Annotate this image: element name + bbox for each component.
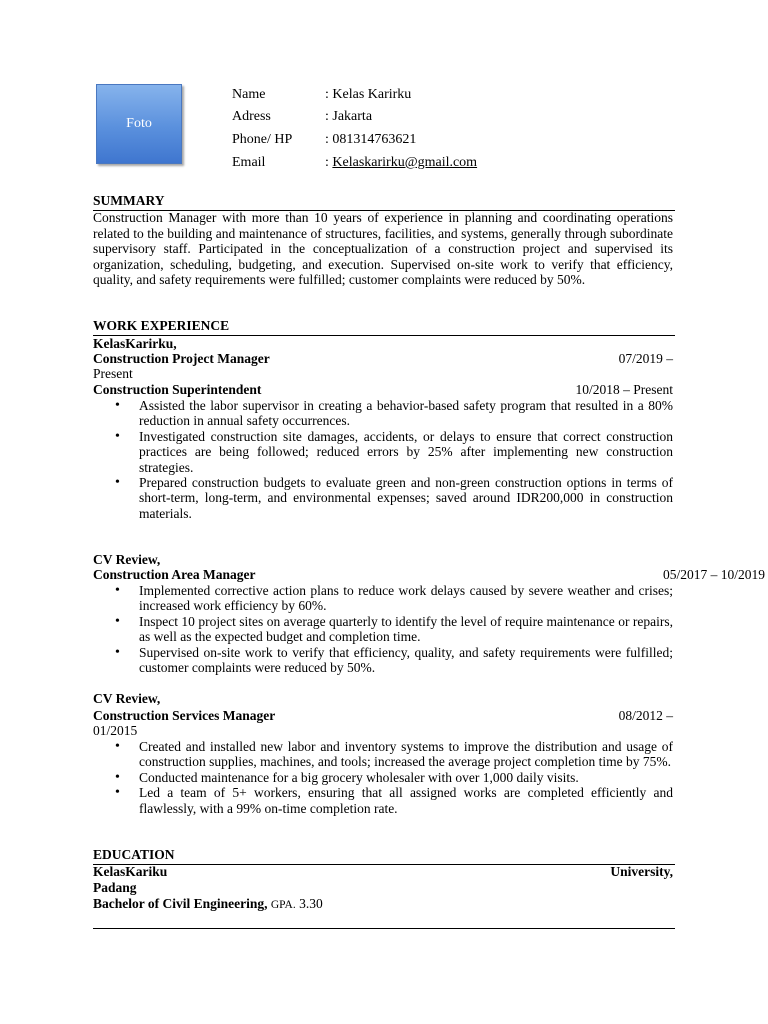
phone-label: Phone/ HP — [232, 132, 293, 147]
job2-date1: 05/2017 – 10/2019 — [663, 567, 766, 582]
education-title: EDUCATION — [93, 847, 175, 862]
job1-role1: Construction Project Manager — [93, 351, 270, 366]
job3-company: CV Review, — [93, 691, 161, 706]
list-item: • Conducted maintenance for a big grocery wholesaler with over 1,000 daily visits. — [93, 770, 673, 785]
summary-text: Construction Manager with more than 10 years of experience in planning and coordinating operations related to the building and maintenance of structures, facilities, and systems, generally through subordinate supervisory staff. Participated in the conceptualization of a construction project and supervised its organization, scheduling, budgeting, and execution. Supervised on-site work to verify that efficiency, quality, and safety requirements were fulfilled; customer complaints were reduced by 50%. — [93, 210, 673, 288]
email-label: Email — [232, 155, 266, 170]
job3-role1: Construction Services Manager — [93, 708, 276, 723]
footer-divider — [93, 928, 675, 929]
job1-bullets — [93, 398, 673, 521]
education-degree: Bachelor of Civil Engineering, — [93, 896, 268, 911]
email-value — [325, 154, 477, 172]
summary-title: SUMMARY — [93, 193, 165, 208]
job2-role1: Construction Area Manager — [93, 567, 256, 582]
education-school: KelasKariku — [93, 864, 168, 879]
education-city: Padang — [93, 880, 137, 895]
job1-role1-row — [93, 351, 673, 367]
list-item: • Implemented corrective action plans to reduce work delays caused by severe weather and crises; increased work efficiency by 60%. — [93, 583, 673, 614]
job1-company: KelasKarirku, — [93, 336, 177, 351]
list-item: • Supervised on-site work to verify that efficiency, quality, and safety requirements were fulfilled; customer complaints were reduced by 50%. — [93, 645, 673, 676]
job1-date1: 07/2019 – — [618, 351, 673, 366]
gpa-value: 3.30 — [299, 896, 323, 911]
job1-role2: Construction Superintendent — [93, 382, 262, 397]
job3-role1-row — [93, 708, 673, 724]
photo-placeholder — [96, 84, 182, 164]
photo-label: Foto — [126, 116, 152, 131]
job3-date1-cont: 01/2015 — [93, 723, 138, 738]
job3-bullets — [93, 739, 673, 816]
list-item: • Created and installed new labor and inventory systems to improve the distribution and usage of construction supplies, machines, and tools; increased the average project completion time by 75%. — [93, 739, 673, 770]
phone-value: : 081314763621 — [325, 132, 417, 147]
address-value: : Jakarta — [325, 109, 373, 124]
list-item: • Investigated construction site damages, accidents, or delays to ensure that correct construction practices are being followed; reduced errors by 25% after implementing new construction strategies. — [93, 429, 673, 475]
list-item: • Inspect 10 project sites on average quarterly to identify the level of require maintenance or repairs, as well as the expected budget and completion time. — [93, 614, 673, 645]
name-label: Name — [232, 87, 266, 102]
job3-date1: 08/2012 – — [618, 708, 673, 723]
job1-date1-cont: Present — [93, 366, 133, 381]
job1-date2: 10/2018 – Present — [575, 382, 673, 397]
list-item: • Assisted the labor supervisor in creating a behavior-based safety program that resulted in a 80% reduction in annual safety occurrences. — [93, 398, 673, 429]
education-school-row — [93, 864, 673, 880]
education-degree-row — [93, 896, 673, 914]
job2-company: CV Review, — [93, 552, 161, 567]
job1-role2-row — [93, 382, 673, 398]
list-item: • Led a team of 5+ workers, ensuring that all assigned works are completed efficiently and flawlessly, with a 99% on-time completion rate. — [93, 785, 673, 816]
work-experience-title: WORK EXPERIENCE — [93, 318, 230, 333]
list-item: • Prepared construction budgets to evaluate green and non-green construction options in terms of short-term, long-term, and environmental expenses; saved around IDR200,000 in construction materials. — [93, 475, 673, 521]
email-prefix: : — [325, 155, 333, 170]
gpa-label: GPA. — [270, 899, 296, 911]
email-link[interactable]: Kelaskarirku@gmail.com — [332, 155, 478, 170]
job2-bullets — [93, 583, 673, 675]
address-label: Adress — [232, 109, 271, 124]
name-value: : Kelas Karirku — [325, 87, 412, 102]
education-school-right: University, — [610, 864, 673, 879]
